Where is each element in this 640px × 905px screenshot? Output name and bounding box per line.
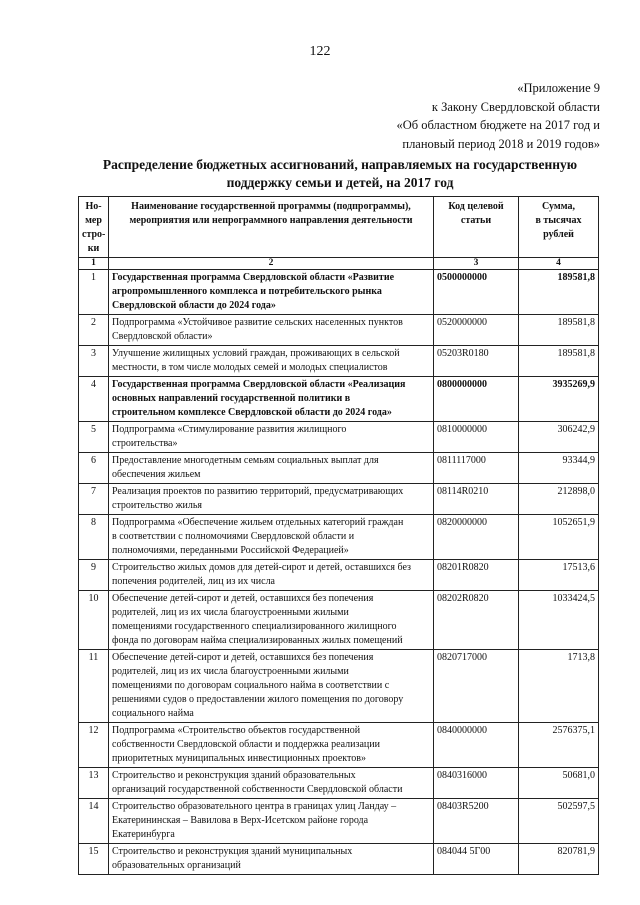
program-name xyxy=(109,422,434,453)
header-text: в тысячах xyxy=(535,215,582,226)
program-name-line: помещениями по договорам социального найма в соответствии с xyxy=(112,680,390,691)
document-title xyxy=(60,156,620,192)
program-name xyxy=(109,560,434,591)
amount: 189581,8 xyxy=(519,346,599,377)
program-name-line: обеспечения жильем xyxy=(112,469,201,480)
program-name-line: Подпрограмма «Строительство объектов государственной xyxy=(112,725,361,736)
target-code: 084044 5Г00 xyxy=(434,844,519,875)
program-name xyxy=(109,844,434,875)
table-row xyxy=(79,377,599,422)
target-code: 0820000000 xyxy=(434,515,519,560)
table-header-row xyxy=(79,197,599,258)
program-name-line: приоритетных муниципальных инвестиционных проектов» xyxy=(112,753,366,764)
header-row-number xyxy=(79,197,109,258)
program-name-line: Строительство образовательного центра в границах улиц Ландау – xyxy=(112,801,397,812)
program-name-line: решениями судов о предоставлении жилого помещения по договору xyxy=(112,694,404,705)
table-row xyxy=(79,768,599,799)
program-name-line: попечения родителей, лиц из их числа xyxy=(112,576,275,587)
program-name xyxy=(109,346,434,377)
header-text: ки xyxy=(87,243,100,254)
program-name-line: местности, в том числе молодых семей и молодых специалистов xyxy=(112,362,388,373)
target-code: 0820717000 xyxy=(434,650,519,723)
program-name-line: Реализация проектов по развитию территорий, предусматривающих xyxy=(112,486,404,497)
program-name-line: родителей, лиц из их числа благоустроенными жилыми xyxy=(112,666,349,677)
target-code: 0840316000 xyxy=(434,768,519,799)
program-name-line: фонда по договорам найма специализированных жилых помещений xyxy=(112,635,403,646)
program-name-line: Государственная программа Свердловской области «Реализация xyxy=(112,379,406,390)
program-name xyxy=(109,650,434,723)
header-text: статьи xyxy=(460,215,492,226)
row-number: 13 xyxy=(79,768,109,799)
table-row xyxy=(79,723,599,768)
program-name xyxy=(109,315,434,346)
row-number: 10 xyxy=(79,591,109,650)
target-code: 0840000000 xyxy=(434,723,519,768)
program-name-line: полномочиями, переданными Российской Федерацией» xyxy=(112,545,349,556)
program-name-line: Обеспечение детей-сирот и детей, оставшихся без попечения xyxy=(112,593,374,604)
program-name-line: основных направлений государственной политики в xyxy=(112,393,351,404)
program-name-line: в соответствии с полномочиями Свердловской области и xyxy=(112,531,355,542)
program-name xyxy=(109,453,434,484)
program-name-line: Свердловской области» xyxy=(112,331,213,342)
program-name-line: Строительство и реконструкция зданий муниципальных xyxy=(112,846,353,857)
row-number: 12 xyxy=(79,723,109,768)
program-name xyxy=(109,484,434,515)
program-name-line: родителей, лиц из их числа благоустроенными жилыми xyxy=(112,607,349,618)
header-text: Сумма, xyxy=(542,201,575,212)
row-number: 6 xyxy=(79,453,109,484)
header-text: мер xyxy=(85,215,102,226)
program-name xyxy=(109,591,434,650)
program-name-line: Подпрограмма «Обеспечение жильем отдельных категорий граждан xyxy=(112,517,404,528)
program-name-line: Екатеринбурга xyxy=(112,829,175,840)
amount: 17513,6 xyxy=(519,560,599,591)
column-number: 1 xyxy=(79,258,109,270)
program-name xyxy=(109,515,434,560)
appendix-line: «Об областном бюджете на 2017 год и xyxy=(396,118,600,132)
program-name-line: Свердловской области до 2024 года» xyxy=(112,300,276,311)
program-name-line: строительство жилья xyxy=(112,500,203,511)
amount: 1052651,9 xyxy=(519,515,599,560)
row-number: 2 xyxy=(79,315,109,346)
table-row xyxy=(79,591,599,650)
column-number: 3 xyxy=(434,258,519,270)
header-text: стро- xyxy=(82,229,106,240)
amount: 2576375,1 xyxy=(519,723,599,768)
program-name xyxy=(109,768,434,799)
table-row xyxy=(79,346,599,377)
appendix-line: «Приложение 9 xyxy=(517,81,600,95)
page-number: 122 xyxy=(309,44,331,59)
row-number: 5 xyxy=(79,422,109,453)
target-code: 08201R0820 xyxy=(434,560,519,591)
amount: 306242,9 xyxy=(519,422,599,453)
table-row xyxy=(79,650,599,723)
row-number: 1 xyxy=(79,270,109,315)
target-code: 0810000000 xyxy=(434,422,519,453)
table-row xyxy=(79,844,599,875)
table-row xyxy=(79,453,599,484)
row-number: 15 xyxy=(79,844,109,875)
header-text: Но- xyxy=(85,201,102,212)
amount: 1033424,5 xyxy=(519,591,599,650)
target-code: 0520000000 xyxy=(434,315,519,346)
program-name xyxy=(109,723,434,768)
target-code: 0500000000 xyxy=(434,270,519,315)
amount: 212898,0 xyxy=(519,484,599,515)
appendix-reference xyxy=(396,79,600,153)
program-name-line: собственности Свердловской области и поддержка реализации xyxy=(112,739,380,750)
column-number: 2 xyxy=(109,258,434,270)
row-number: 4 xyxy=(79,377,109,422)
header-text: рублей xyxy=(543,229,574,240)
amount: 502597,5 xyxy=(519,799,599,844)
row-number: 11 xyxy=(79,650,109,723)
amount: 1713,8 xyxy=(519,650,599,723)
table-row xyxy=(79,484,599,515)
amount: 189581,8 xyxy=(519,270,599,315)
program-name-line: Екатерининская – Вавилова в Верх-Исетском районе города xyxy=(112,815,369,826)
column-number-row xyxy=(79,258,599,270)
document-title-line: Распределение бюджетных ассигнований, направляемых на государственную xyxy=(102,157,578,172)
program-name xyxy=(109,270,434,315)
table-row xyxy=(79,315,599,346)
row-number: 7 xyxy=(79,484,109,515)
program-name-line: Строительство жилых домов для детей-сирот и детей, оставшихся без xyxy=(112,562,411,573)
target-code: 05203R0180 xyxy=(434,346,519,377)
target-code: 08403R5200 xyxy=(434,799,519,844)
amount: 93344,9 xyxy=(519,453,599,484)
target-code: 0811117000 xyxy=(434,453,519,484)
amount: 50681,0 xyxy=(519,768,599,799)
target-code: 08202R0820 xyxy=(434,591,519,650)
header-text: мероприятия или непрограммного направления деятельности xyxy=(129,215,413,226)
appendix-line: плановый период 2018 и 2019 годов» xyxy=(402,136,600,151)
table-row xyxy=(79,515,599,560)
row-number: 14 xyxy=(79,799,109,844)
program-name-line: Строительство и реконструкция зданий образовательных xyxy=(112,770,356,781)
table-body xyxy=(79,270,599,875)
table-row xyxy=(79,422,599,453)
appendix-line: к Закону Свердловской области xyxy=(431,99,600,114)
header-text: Код целевой xyxy=(448,201,504,212)
budget-allocation-table xyxy=(78,196,599,875)
table-row xyxy=(79,799,599,844)
row-number: 9 xyxy=(79,560,109,591)
header-target-code xyxy=(434,197,519,258)
row-number: 8 xyxy=(79,515,109,560)
amount: 189581,8 xyxy=(519,315,599,346)
program-name-line: организаций государственной собственности Свердловской области xyxy=(112,784,403,795)
amount: 3935269,9 xyxy=(519,377,599,422)
document-title-line: поддержку семьи и детей, на 2017 год xyxy=(226,175,454,190)
target-code: 08114R0210 xyxy=(434,484,519,515)
program-name-line: Подпрограмма «Устойчивое развитие сельских населенных пунктов xyxy=(112,317,403,328)
program-name-line: строительства» xyxy=(112,438,178,449)
program-name-line: Обеспечение детей-сирот и детей, оставшихся без попечения xyxy=(112,652,374,663)
target-code: 0800000000 xyxy=(434,377,519,422)
program-name-line: Подпрограмма «Стимулирование развития жилищного xyxy=(112,424,347,435)
table-row xyxy=(79,560,599,591)
row-number: 3 xyxy=(79,346,109,377)
header-name xyxy=(109,197,434,258)
program-name-line: помещениями государственного специализированного жилищного xyxy=(112,621,397,632)
column-number: 4 xyxy=(519,258,599,270)
header-amount xyxy=(519,197,599,258)
program-name-line: Улучшение жилищных условий граждан, проживающих в сельской xyxy=(112,348,400,359)
program-name-line: строительном комплексе Свердловской области до 2024 года» xyxy=(112,407,392,418)
program-name-line: социального найма xyxy=(112,708,194,719)
amount: 820781,9 xyxy=(519,844,599,875)
program-name-line: агропромышленного комплекса и потребительского рынка xyxy=(112,286,382,297)
header-text: Наименование государственной программы (подпрограммы), xyxy=(131,201,411,212)
table-row xyxy=(79,270,599,315)
program-name-line: Государственная программа Свердловской области «Развитие xyxy=(112,272,395,283)
program-name-line: Предоставление многодетным семьям социальных выплат для xyxy=(112,455,379,466)
program-name-line: образовательных организаций xyxy=(112,860,241,871)
program-name xyxy=(109,377,434,422)
program-name xyxy=(109,799,434,844)
